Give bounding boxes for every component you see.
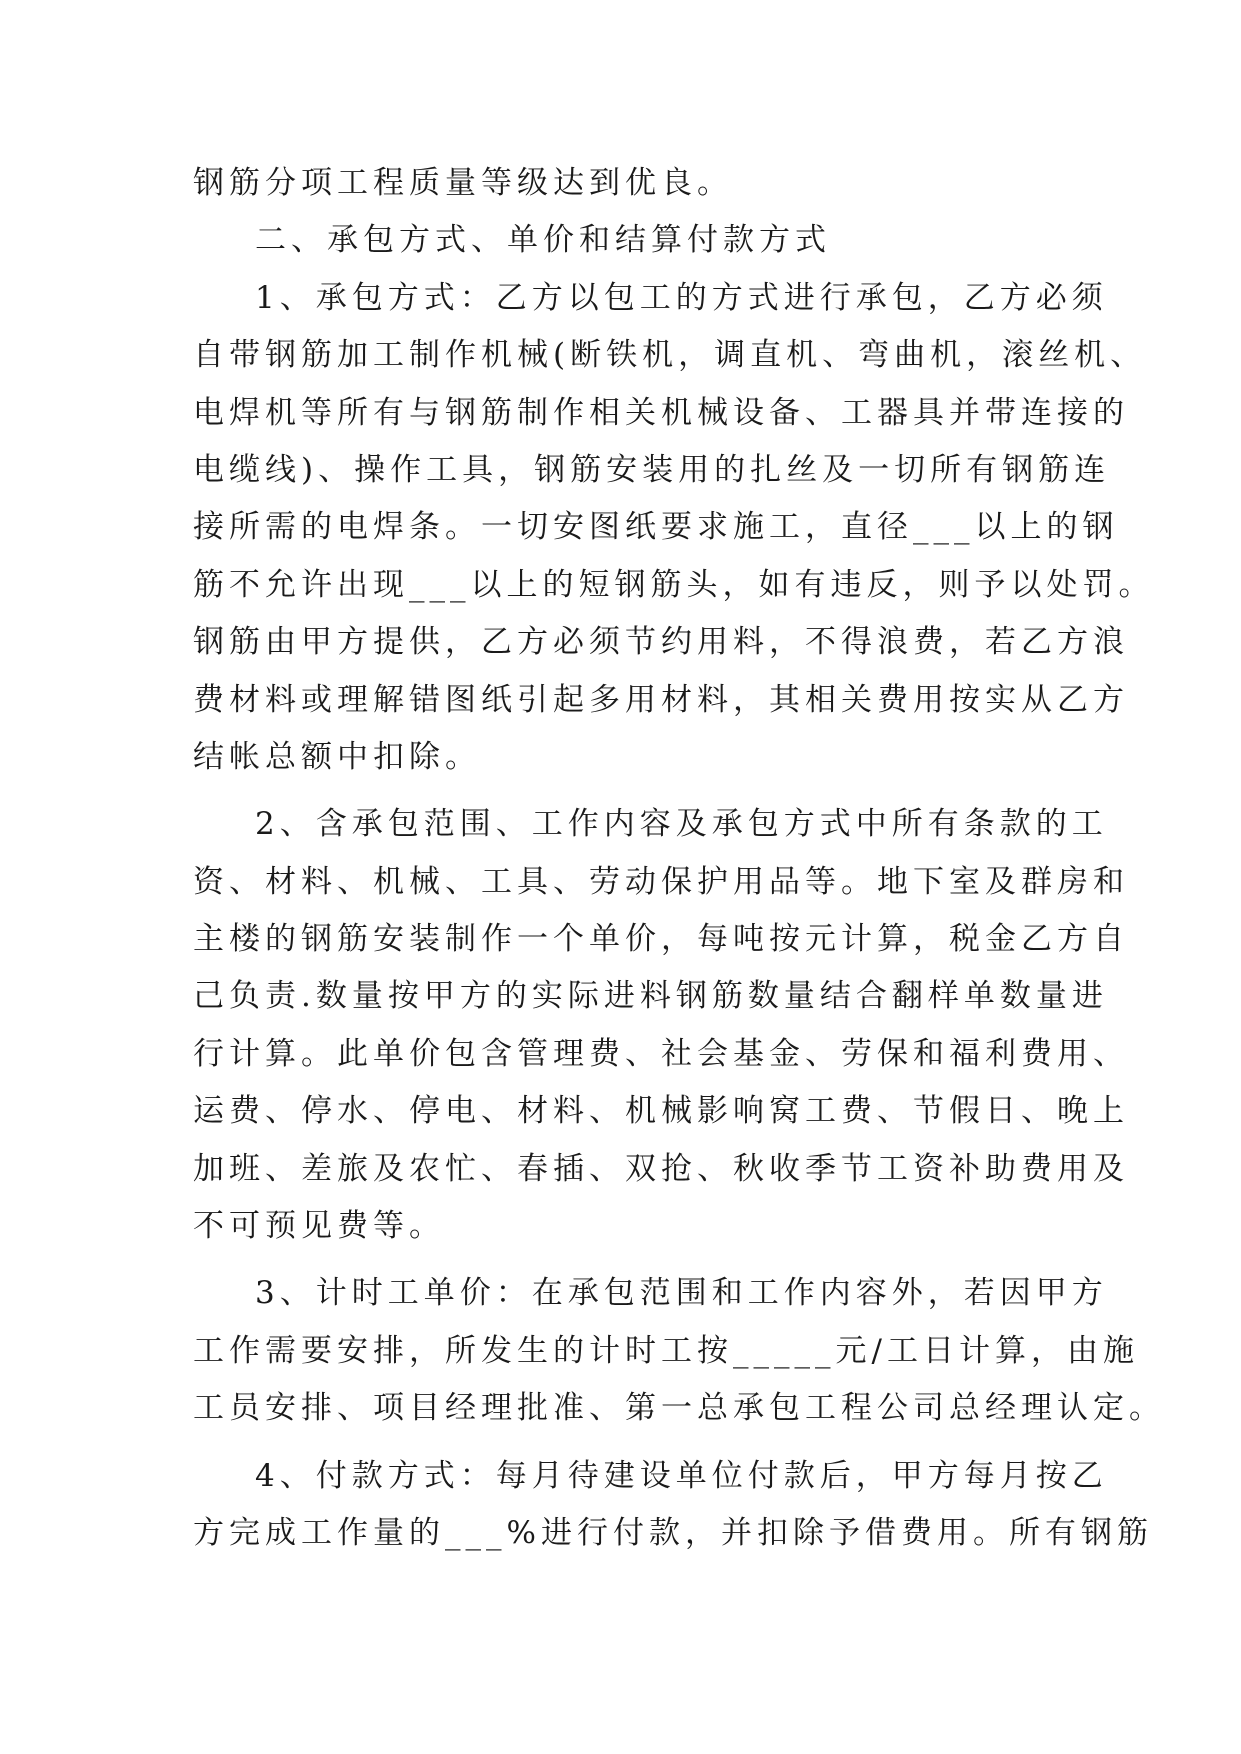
text-line: 不可预见费等。 [193, 1208, 445, 1245]
text-line: 1、承包方式：乙方以包工的方式进行承包，乙方必须 [255, 279, 1108, 316]
text-line: 筋不允许出现___以上的短钢筋头，如有违反，则予以处罚。 [193, 566, 1155, 603]
text-line: 电焊机等所有与钢筋制作相关机械设备、工器具并带连接的 [193, 394, 1129, 431]
text-line: 接所需的电焊条。一切安图纸要求施工，直径___以上的钢 [193, 509, 1119, 546]
text-line: 钢筋由甲方提供，乙方必须节约用料，不得浪费，若乙方浪 [193, 624, 1129, 661]
text-line: 费材料或理解错图纸引起多用材料，其相关费用按实从乙方 [193, 681, 1129, 718]
text-line: 4、付款方式：每月待建设单位付款后，甲方每月按乙 [255, 1457, 1108, 1494]
text-line: 3、计时工单价：在承包范围和工作内容外，若因甲方 [255, 1275, 1108, 1312]
text-line: 工作需要安排，所发生的计时工按_____元/工日计算，由施 [193, 1332, 1139, 1369]
text-line: 主楼的钢筋安装制作一个单价，每吨按元计算，税金乙方自 [193, 921, 1129, 958]
text-line: 钢筋分项工程质量等级达到优良。 [193, 165, 733, 201]
text-line: 结帐总额中扣除。 [193, 738, 481, 775]
section-heading: 二、承包方式、单价和结算付款方式 [255, 222, 831, 259]
text-line: 加班、差旅及农忙、春插、双抢、秋收季节工资补助费用及 [193, 1150, 1129, 1187]
text-line: 运费、停水、停电、材料、机械影响窝工费、节假日、晚上 [193, 1093, 1129, 1130]
text-line: 工员安排、项目经理批准、第一总承包工程公司总经理认定。 [193, 1390, 1165, 1427]
text-line: 行计算。此单价包含管理费、社会基金、劳保和福利费用、 [193, 1035, 1129, 1072]
text-line: 自带钢筋加工制作机械(断铁机，调直机、弯曲机，滚丝机、 [193, 337, 1147, 374]
document-body [193, 155, 1165, 1562]
text-line: 电缆线)、操作工具，钢筋安装用的扎丝及一切所有钢筋连 [193, 451, 1111, 488]
text-line: 方完成工作量的___%进行付款，并扣除予借费用。所有钢筋 [193, 1514, 1153, 1551]
text-line: 2、含承包范围、工作内容及承包方式中所有条款的工 [255, 806, 1108, 843]
text-line: 资、材料、机械、工具、劳动保护用品等。地下室及群房和 [193, 863, 1129, 900]
text-line: 己负责.数量按甲方的实际进料钢筋数量结合翻样单数量进 [193, 978, 1108, 1015]
